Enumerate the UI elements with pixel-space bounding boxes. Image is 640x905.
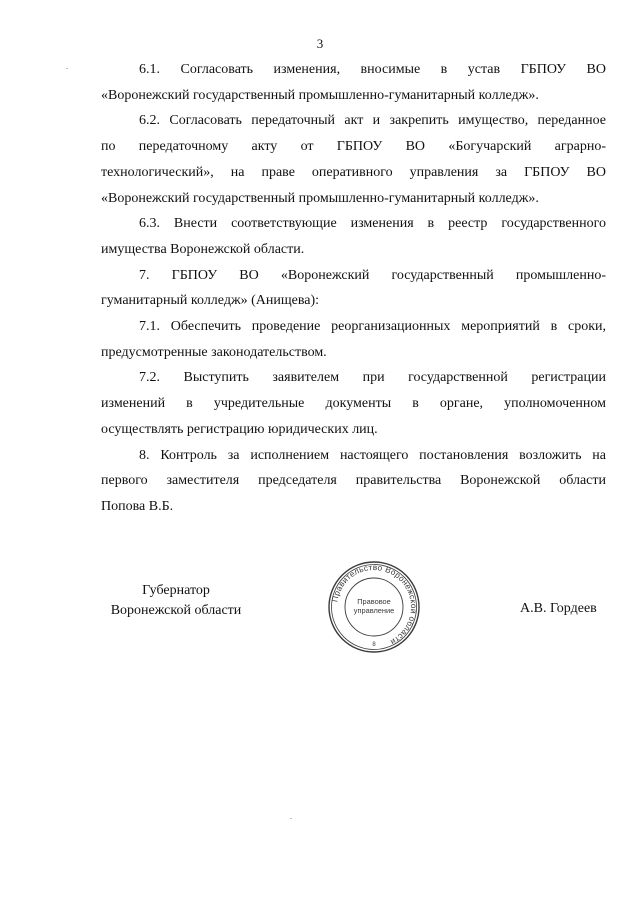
scan-speck	[66, 68, 68, 69]
paragraph	[101, 443, 606, 520]
paragraph-line: по передаточному акту от ГБПОУ ВО «Богучарский аграрно-	[101, 139, 606, 155]
paragraph-line: имущества Воронежской области.	[101, 241, 305, 257]
paragraph	[101, 365, 606, 442]
signatory-position-line1: Губернатор	[142, 583, 210, 598]
paragraph-line: технологический», на праве оперативного управления за ГБПОУ ВО	[101, 164, 606, 180]
paragraph-line: осуществлять регистрацию юридических лиц.	[101, 421, 378, 437]
signatory-name: А.В. Гордеев	[520, 601, 597, 616]
svg-text:8: 8	[372, 642, 376, 648]
page-number: 3	[316, 36, 324, 51]
svg-text:Правительство Воронежской обла: Правительство Воронежской области	[330, 562, 419, 647]
paragraph-line: 7.2. Выступить заявителем при государственной регистрации	[139, 370, 606, 386]
svg-text:Правовое: Правовое	[357, 597, 391, 606]
paragraph	[101, 211, 606, 262]
signatory-position	[101, 581, 251, 621]
scan-speck	[290, 818, 292, 819]
signatory-position-line2: Воронежской области	[110, 603, 242, 618]
paragraph	[101, 57, 606, 108]
paragraph	[101, 314, 606, 365]
paragraph-line: первого заместителя председателя правительства Воронежской области	[101, 473, 606, 489]
paragraph-line: 6.2. Согласовать передаточный акт и закрепить имущество, переданное	[139, 113, 606, 129]
paragraph-line: предусмотренные законодательством.	[101, 344, 327, 360]
paragraph-line: 8. Контроль за исполнением настоящего постановления возложить на	[139, 447, 606, 463]
paragraph-line: «Воронежский государственный промышленно-гуманитарный колледж».	[101, 87, 539, 103]
document-body	[101, 57, 606, 520]
paragraph-line: гуманитарный колледж» (Анищева):	[101, 293, 320, 309]
paragraph	[101, 263, 606, 314]
official-stamp	[327, 560, 421, 654]
stamp-seal-graphic	[327, 560, 421, 654]
paragraph	[101, 108, 606, 211]
paragraph-line: 6.3. Внести соответствующие изменения в реестр государственного	[139, 216, 606, 232]
paragraph-line: 6.1. Согласовать изменения, вносимые в устав ГБПОУ ВО	[139, 62, 606, 77]
paragraph-line: «Воронежский государственный промышленно-гуманитарный колледж».	[101, 190, 539, 206]
svg-text:управление: управление	[353, 606, 395, 615]
paragraph-line: 7.1. Обеспечить проведение реорганизационных мероприятий в сроки,	[139, 319, 606, 335]
signature-block	[0, 562, 640, 665]
paragraph-line: изменений в учредительные документы в органе, уполномоченном	[101, 396, 606, 412]
paragraph-line: 7. ГБПОУ ВО «Воронежский государственный промышленно-	[139, 267, 606, 283]
paragraph-line: Попова В.Б.	[101, 498, 174, 514]
